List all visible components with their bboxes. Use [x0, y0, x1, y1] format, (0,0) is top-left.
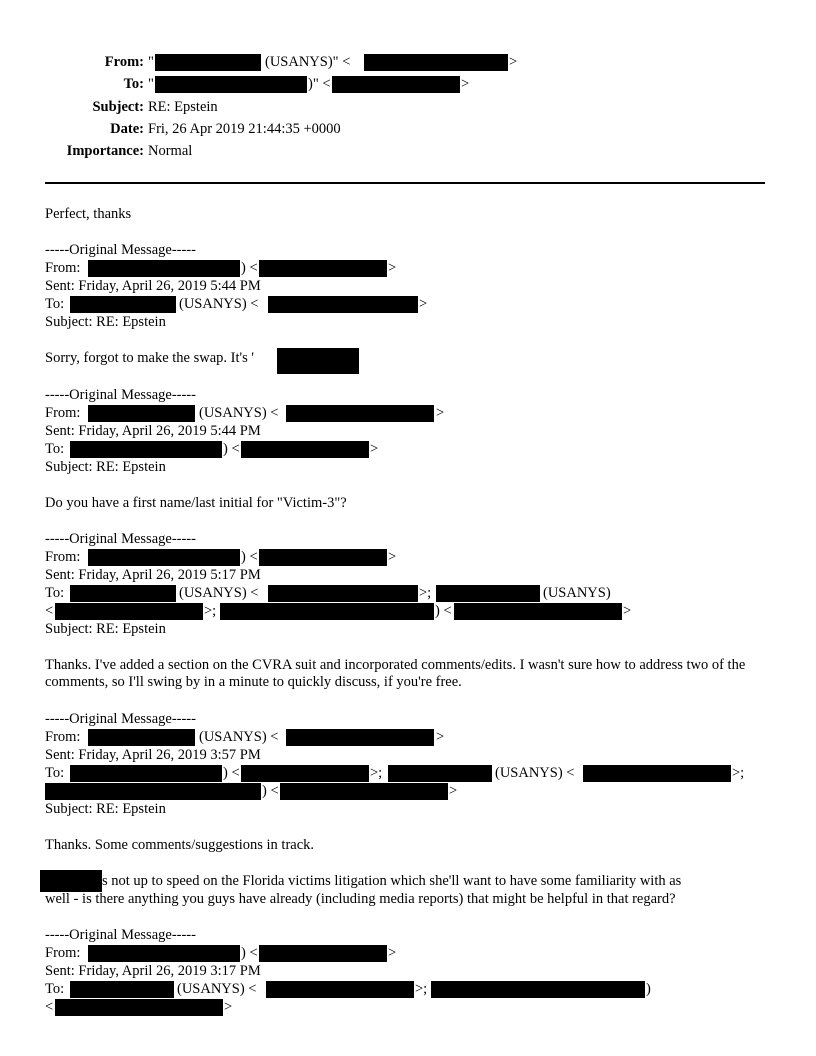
- msg5-to-sep1: (USANYS) <: [177, 981, 257, 997]
- msg1-to-label: To:: [45, 296, 65, 312]
- msg4-to-label: To:: [45, 765, 65, 781]
- to-label: To:: [123, 76, 144, 92]
- redaction-block: [88, 729, 195, 746]
- msg4-to-close: >: [449, 783, 458, 799]
- msg4-to-sep3: (USANYS) <: [495, 765, 575, 781]
- msg1-from-sep: ) <: [241, 260, 258, 276]
- redaction-block: [88, 945, 240, 962]
- msg3-from-sep: ) <: [241, 549, 258, 565]
- redaction-block: [268, 585, 418, 602]
- msg1-reply: Sorry, forgot to make the swap. It's ': [45, 350, 254, 366]
- to-close: >: [461, 76, 470, 92]
- msg1-to-close: >: [419, 296, 428, 312]
- msg1-to-sep: (USANYS) <: [179, 296, 259, 312]
- msg3-subject: Subject: RE: Epstein: [45, 621, 166, 637]
- msg5-from-close: >: [388, 945, 397, 961]
- msg4-reply-2b: well - is there anything you guys have already (including media reports) that might be helpful in that regard?: [45, 891, 676, 907]
- msg3-from-label: From:: [45, 549, 81, 565]
- redaction-block: [583, 765, 731, 782]
- original-message-separator: -----Original Message-----: [45, 387, 196, 403]
- msg3-to-org: (USANYS): [543, 585, 611, 601]
- msg3-to-sep2: >;: [419, 585, 432, 601]
- redaction-block: [266, 981, 414, 998]
- redaction-block: [431, 981, 645, 998]
- from-open-quote: ": [148, 54, 154, 70]
- msg2-subject: Subject: RE: Epstein: [45, 459, 166, 475]
- msg2-to-label: To:: [45, 441, 65, 457]
- original-message-separator: -----Original Message-----: [45, 242, 196, 258]
- original-message-separator: -----Original Message-----: [45, 927, 196, 943]
- redaction-block: [88, 405, 195, 422]
- msg5-sent: Sent: Friday, April 26, 2019 3:17 PM: [45, 963, 261, 979]
- importance-value: Normal: [148, 143, 193, 159]
- original-message-separator: -----Original Message-----: [45, 531, 196, 547]
- redaction-block: [259, 549, 387, 566]
- redaction-block: [286, 405, 434, 422]
- subject-label: Subject:: [92, 99, 144, 115]
- msg5-to-sep2: >;: [415, 981, 428, 997]
- msg2-sent: Sent: Friday, April 26, 2019 5:44 PM: [45, 423, 261, 439]
- date-label: Date:: [110, 121, 144, 137]
- original-message-separator: -----Original Message-----: [45, 711, 196, 727]
- redaction-block: [155, 76, 307, 93]
- msg4-to-sep4: >;: [732, 765, 745, 781]
- msg1-subject: Subject: RE: Epstein: [45, 314, 166, 330]
- redaction-block: [70, 585, 176, 602]
- msg2-from-label: From:: [45, 405, 81, 421]
- msg4-to-sep2: >;: [370, 765, 383, 781]
- msg5-to-label: To:: [45, 981, 65, 997]
- from-organization: (USANYS)" <: [265, 54, 351, 70]
- msg5-to-sep3: ): [646, 981, 651, 997]
- msg5-to-close: >: [224, 999, 233, 1015]
- redaction-block: [268, 296, 418, 313]
- redaction-block: [40, 870, 102, 892]
- subject-value: RE: Epstein: [148, 99, 218, 115]
- redaction-block: [259, 260, 387, 277]
- importance-label: Importance:: [66, 143, 144, 159]
- msg3-to-close: >: [623, 603, 632, 619]
- date-value: Fri, 26 Apr 2019 21:44:35 +0000: [148, 121, 341, 137]
- msg2-reply: Do you have a first name/last initial for "Victim-3"?: [45, 495, 347, 511]
- from-close: >: [509, 54, 518, 70]
- reply-text: Perfect, thanks: [45, 206, 132, 222]
- header-divider: [45, 182, 765, 184]
- redaction-block: [241, 765, 369, 782]
- msg3-from-close: >: [388, 549, 397, 565]
- redaction-block: [364, 54, 508, 71]
- msg4-sent: Sent: Friday, April 26, 2019 3:57 PM: [45, 747, 261, 763]
- msg5-from-sep: ) <: [241, 945, 258, 961]
- msg4-to-sep1: ) <: [223, 765, 240, 781]
- redaction-block: [70, 296, 176, 313]
- msg3-to-cont-open: <: [45, 603, 54, 619]
- msg1-from-close: >: [388, 260, 397, 276]
- msg3-sent: Sent: Friday, April 26, 2019 5:17 PM: [45, 567, 261, 583]
- redaction-block: [332, 76, 460, 93]
- msg4-reply-2a: s not up to speed on the Florida victims litigation which she'll want to have some familiarity with as: [102, 873, 682, 889]
- msg4-reply-1: Thanks. Some comments/suggestions in track.: [45, 837, 315, 853]
- redaction-block: [454, 603, 622, 620]
- redaction-block: [155, 54, 261, 71]
- msg4-from-sep: (USANYS) <: [199, 729, 279, 745]
- redaction-block: [88, 549, 240, 566]
- redaction-block: [70, 981, 174, 998]
- redaction-block: [70, 765, 222, 782]
- from-label: From:: [104, 54, 144, 70]
- msg1-from-label: From:: [45, 260, 81, 276]
- redaction-block: [55, 603, 203, 620]
- msg1-sent: Sent: Friday, April 26, 2019 5:44 PM: [45, 278, 261, 294]
- msg4-from-label: From:: [45, 729, 81, 745]
- msg3-to-sep3: >;: [204, 603, 217, 619]
- to-mid: )" <: [308, 76, 331, 92]
- to-open-quote: ": [148, 76, 154, 92]
- redaction-block: [45, 783, 261, 800]
- msg2-to-close: >: [370, 441, 379, 457]
- msg5-to-cont-open: <: [45, 999, 54, 1015]
- redaction-block: [220, 603, 434, 620]
- redaction-block: [286, 729, 434, 746]
- redaction-block: [259, 945, 387, 962]
- msg2-from-close: >: [436, 405, 445, 421]
- redaction-block: [70, 441, 222, 458]
- redaction-block: [88, 260, 240, 277]
- msg4-subject: Subject: RE: Epstein: [45, 801, 166, 817]
- redaction-block: [277, 348, 359, 374]
- redaction-block: [436, 585, 540, 602]
- msg4-to-sep5: ) <: [262, 783, 279, 799]
- msg5-from-label: From:: [45, 945, 81, 961]
- msg2-from-sep: (USANYS) <: [199, 405, 279, 421]
- redaction-block: [241, 441, 369, 458]
- msg3-to-label: To:: [45, 585, 65, 601]
- msg3-to-sep1: (USANYS) <: [179, 585, 259, 601]
- redaction-block: [388, 765, 492, 782]
- redaction-block: [280, 783, 448, 800]
- redaction-block: [55, 999, 223, 1016]
- msg4-from-close: >: [436, 729, 445, 745]
- msg3-reply: Thanks. I've added a section on the CVRA suit and incorporated comments/edits. I wasn't sure how to address two of the comments, so I'll swing by in a minute to quickly discuss, if you're free.: [45, 657, 746, 690]
- msg2-to-sep: ) <: [223, 441, 240, 457]
- msg3-to-sep4: ) <: [435, 603, 452, 619]
